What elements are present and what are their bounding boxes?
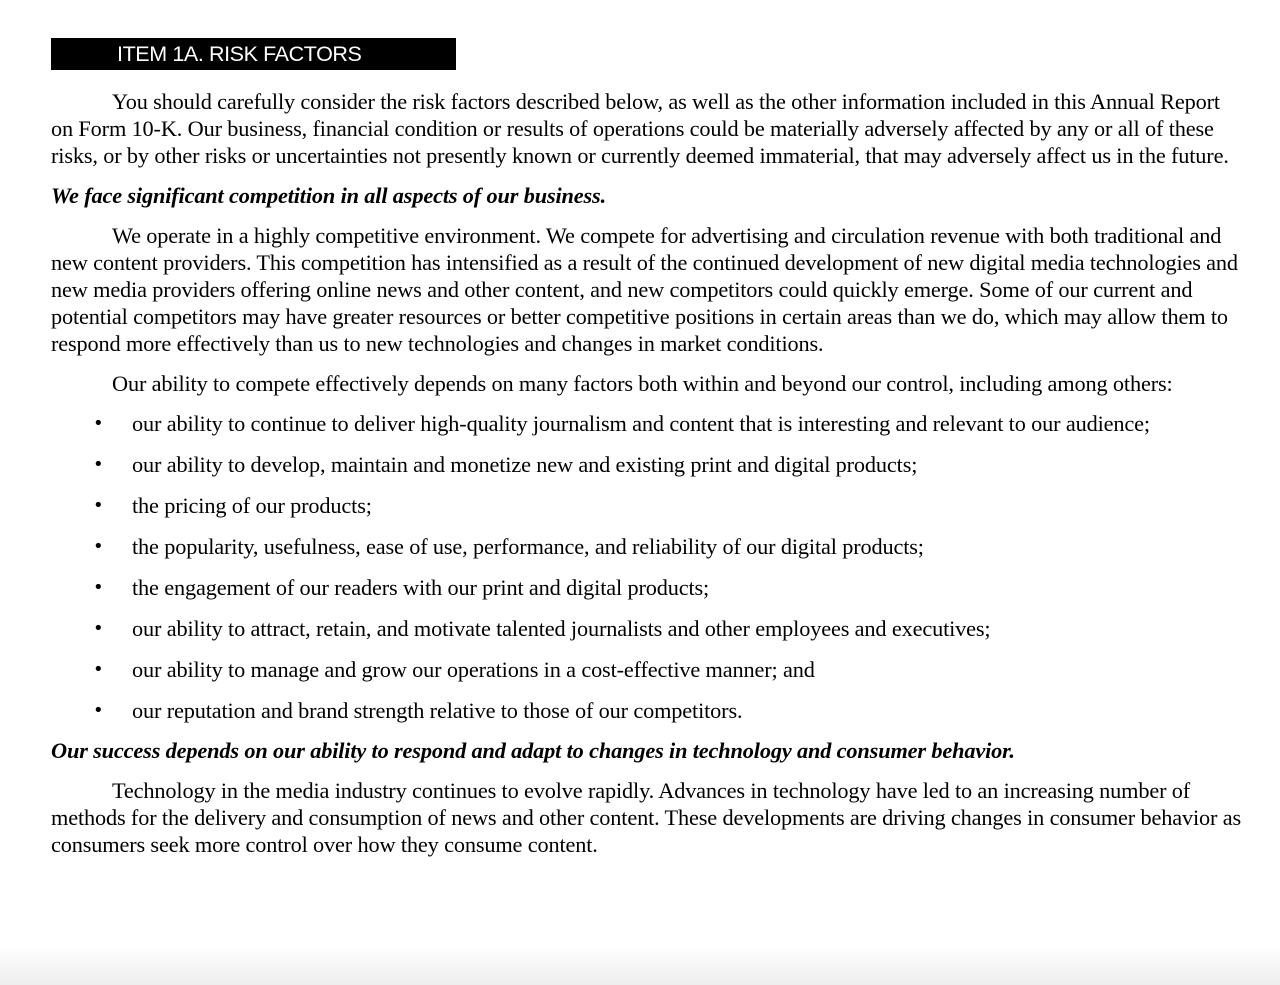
document-body	[51, 88, 1241, 858]
technology-paragraph: Technology in the media industry continues to evolve rapidly. Advances in technology have led to an increasing number of methods for the delivery and consumption of news and other content. These developments are driving changes in consumer behavior as consumers seek more control over how they consume content.	[51, 778, 1241, 857]
list-item-text: our ability to continue to deliver high-quality journalism and content that is interesting and relevant to our audience;	[132, 411, 1150, 436]
list-item-text: the popularity, usefulness, ease of use, performance, and reliability of our digital products;	[132, 534, 924, 559]
bullet-icon: •	[93, 454, 104, 475]
list-item	[51, 492, 1241, 519]
bullet-icon: •	[93, 577, 104, 598]
bullet-icon: •	[93, 495, 104, 516]
intro-paragraph: You should carefully consider the risk factors described below, as well as the other information included in this Annual Report on Form 10-K. Our business, financial condition or results of operations could be materially adversely affected by any or all of these risks, or by other risks or uncertainties not presently known or currently deemed immaterial, that may adversely affect us in the future.	[51, 89, 1229, 168]
risk-heading-competition: We face significant competition in all aspects of our business.	[51, 183, 607, 208]
bullet-icon: •	[93, 618, 104, 639]
list-item	[51, 451, 1241, 478]
bullet-icon: •	[93, 700, 104, 721]
list-item-text: our ability to attract, retain, and motivate talented journalists and other employees and executives;	[132, 616, 991, 641]
bullet-icon: •	[93, 413, 104, 434]
list-item	[51, 656, 1241, 683]
bullet-icon: •	[93, 659, 104, 680]
list-item-text: the engagement of our readers with our print and digital products;	[132, 575, 710, 600]
section-heading: ITEM 1A. RISK FACTORS	[51, 38, 456, 70]
bullet-icon: •	[93, 536, 104, 557]
list-item	[51, 574, 1241, 601]
list-item-text: our ability to develop, maintain and monetize new and existing print and digital products;	[132, 452, 918, 477]
list-item	[51, 697, 1241, 724]
document-page	[51, 38, 1241, 871]
bottom-fade-overlay	[0, 945, 1280, 985]
list-item-text: the pricing of our products;	[132, 493, 372, 518]
list-item-text: our ability to manage and grow our operations in a cost-effective manner; and	[132, 657, 815, 682]
list-item	[51, 615, 1241, 642]
competition-factors-list	[51, 410, 1241, 724]
list-item-text: our reputation and brand strength relative to those of our competitors.	[132, 698, 743, 723]
list-item	[51, 533, 1241, 560]
list-item	[51, 410, 1241, 437]
compete-factors-paragraph: Our ability to compete effectively depends on many factors both within and beyond our control, including among others:	[112, 371, 1173, 396]
competition-paragraph: We operate in a highly competitive environment. We compete for advertising and circulation revenue with both traditional and new content providers. This competition has intensified as a result of the continued development of new digital media technologies and new media providers offering online news and other content, and new competitors could quickly emerge. Some of our current and potential competitors may have greater resources or better competitive positions in certain areas than we do, which may allow them to respond more effectively than us to new technologies and changes in market conditions.	[51, 223, 1238, 356]
risk-heading-technology: Our success depends on our ability to respond and adapt to changes in technology and consumer behavior.	[51, 738, 1015, 763]
